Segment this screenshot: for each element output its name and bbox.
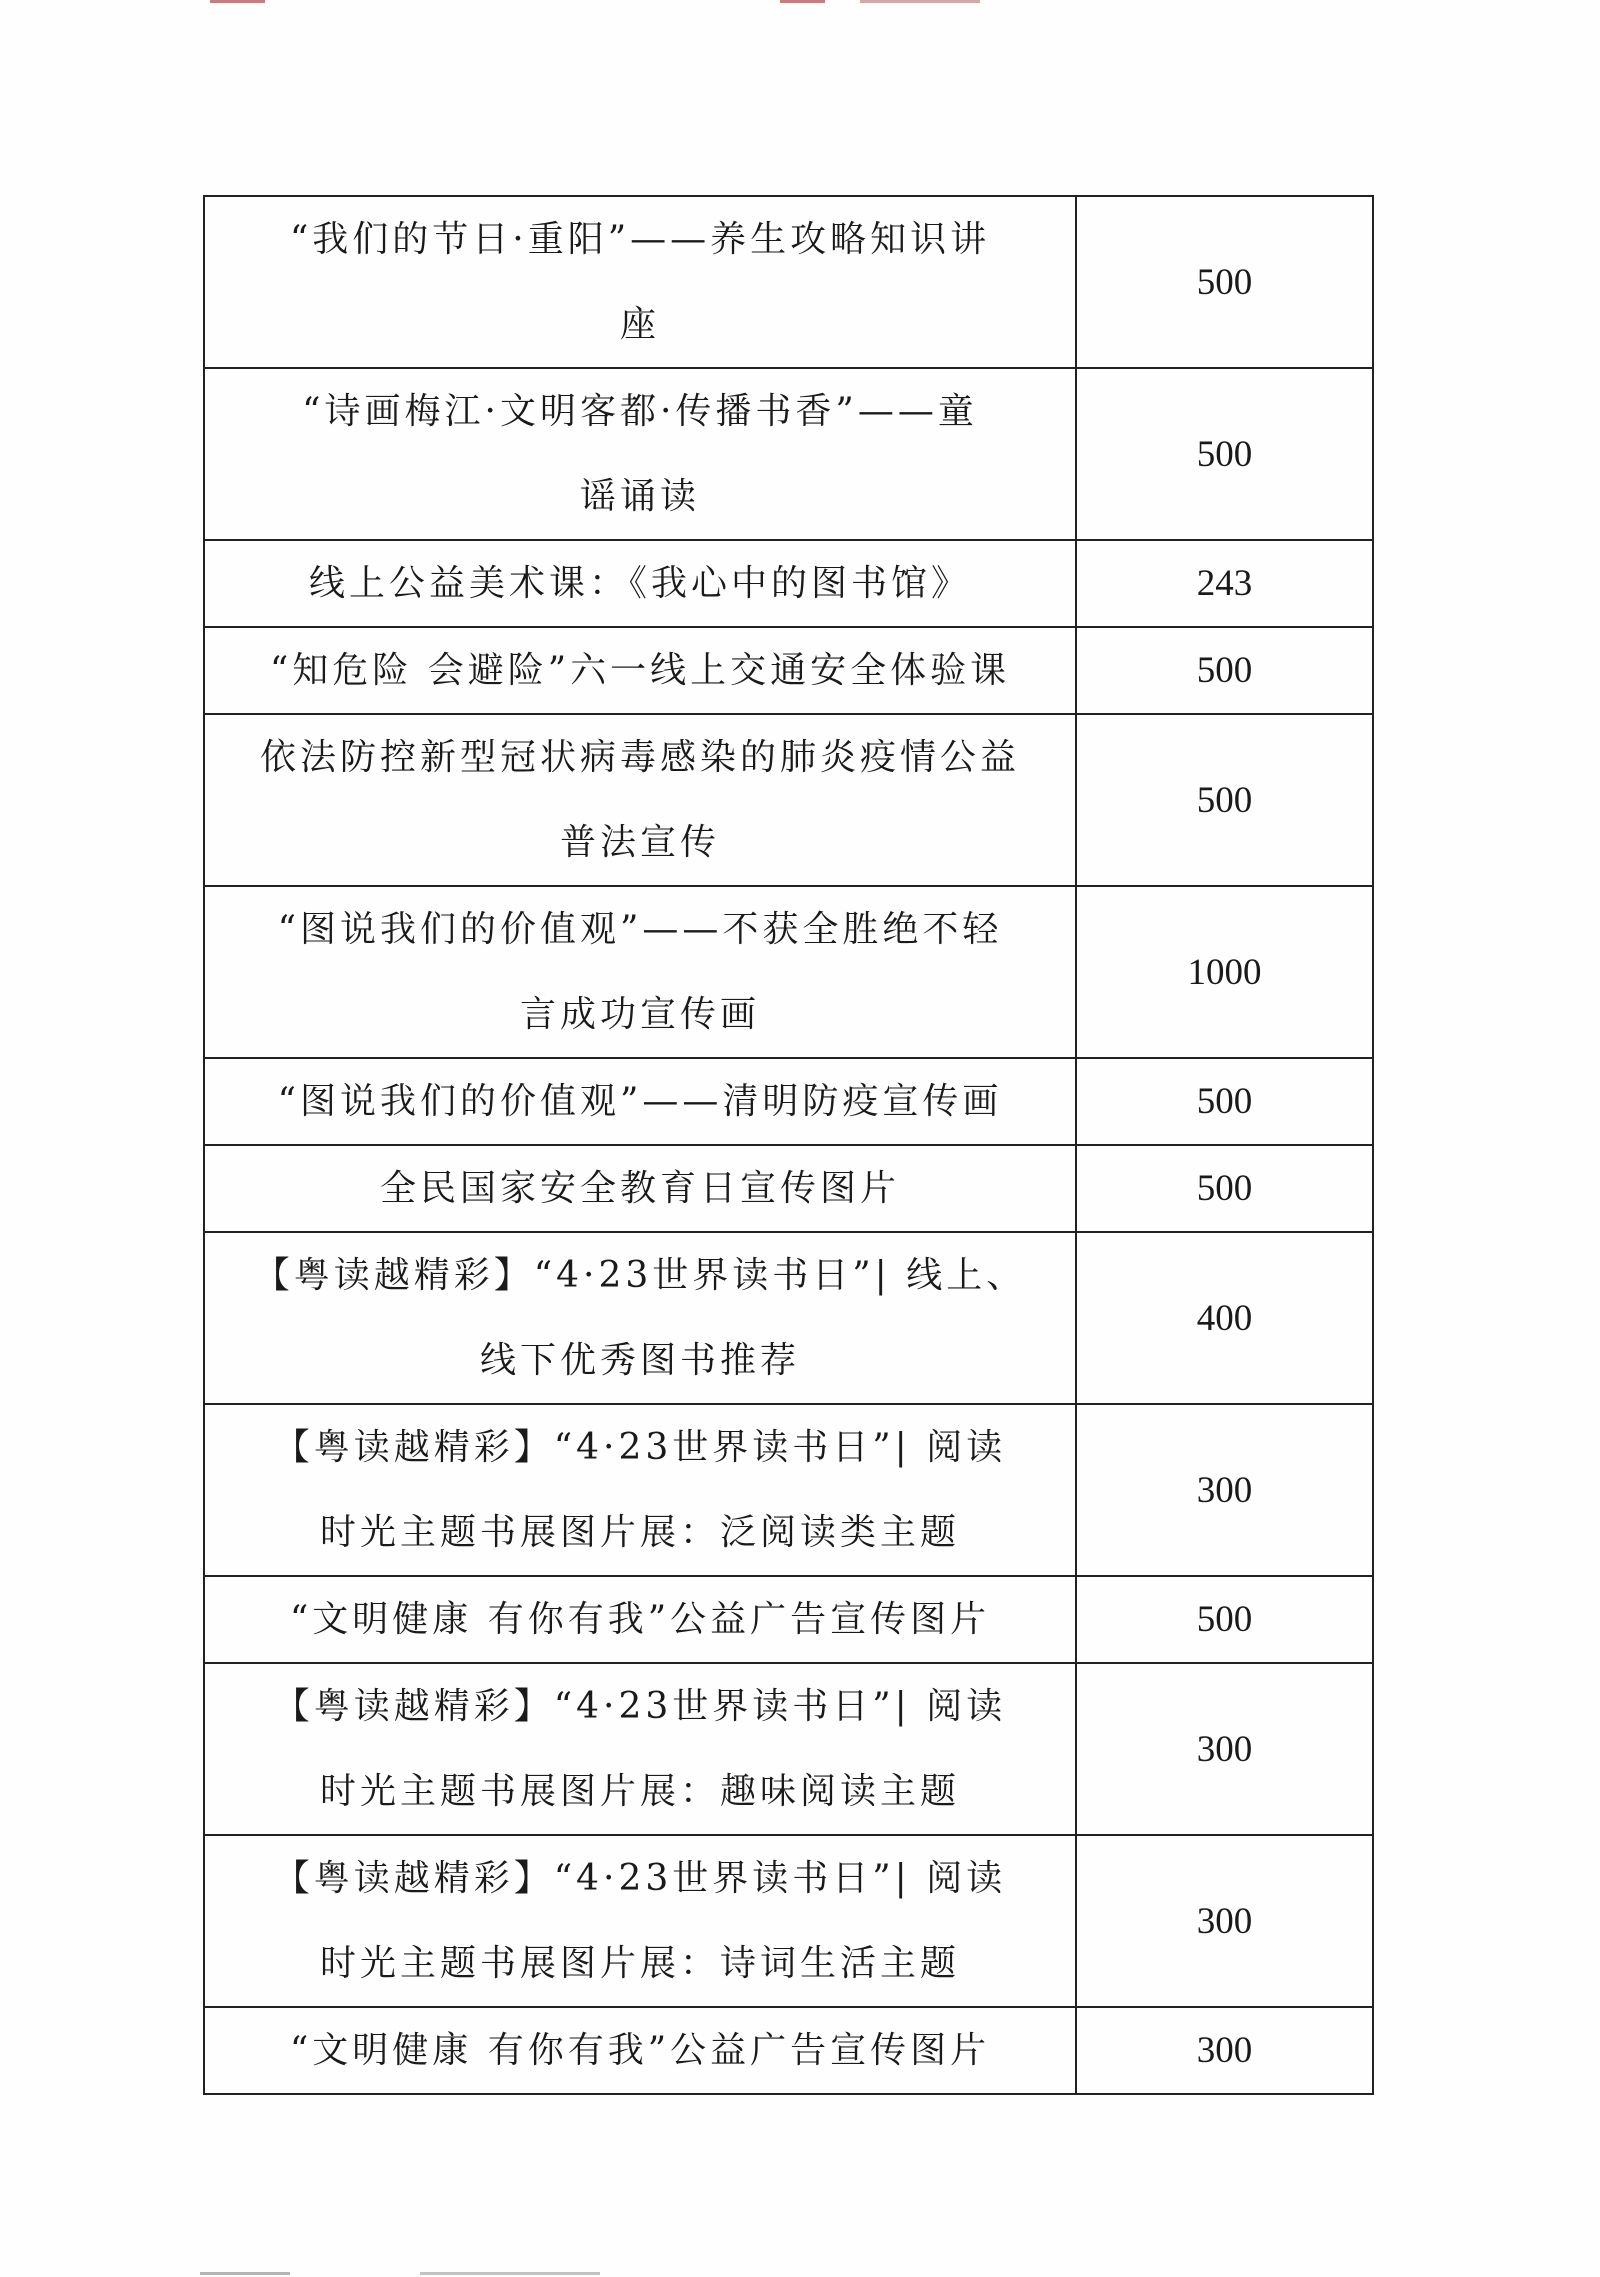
- activity-count-cell: 300: [1076, 1663, 1373, 1835]
- activity-name-line: 谣诵读: [579, 476, 700, 517]
- table-row: [204, 627, 1373, 714]
- activity-name-cell: [204, 540, 1076, 627]
- activities-table-body: [204, 196, 1373, 2094]
- activity-name-line: “我们的节日·重阳”——养生攻略知识讲: [289, 219, 991, 260]
- table-row: [204, 1232, 1373, 1404]
- activity-count-cell: 243: [1076, 540, 1373, 627]
- activity-name-cell: [204, 1663, 1076, 1835]
- activity-count-cell: 500: [1076, 196, 1373, 368]
- activity-name-line: 时光主题书展图片展：趣味阅读主题: [319, 1771, 960, 1812]
- table-row: [204, 368, 1373, 540]
- scan-edge-mark: [210, 0, 265, 3]
- activity-name-cell: [204, 1404, 1076, 1576]
- scan-edge-mark: [780, 0, 825, 3]
- activity-count-cell: 500: [1076, 627, 1373, 714]
- table-row: [204, 2007, 1373, 2094]
- activity-name-cell: [204, 714, 1076, 886]
- activity-name-cell: [204, 196, 1076, 368]
- activity-count-cell: 1000: [1076, 886, 1373, 1058]
- activity-name-line: “诗画梅江·文明客都·传播书香”——童: [302, 391, 978, 432]
- activity-name-line: 言成功宣传画: [519, 994, 760, 1035]
- table-row: [204, 714, 1373, 886]
- activity-name-line: 【粤读越精彩】“4·23世界读书日”| 线上、: [253, 1255, 1027, 1296]
- activity-name-line: “文明健康 有你有我”公益广告宣传图片: [289, 1599, 991, 1640]
- activity-name-line: 全民国家安全教育日宣传图片: [379, 1168, 900, 1209]
- activity-name-cell: [204, 2007, 1076, 2094]
- activities-table: [203, 195, 1374, 2095]
- activity-name-cell: [204, 1145, 1076, 1232]
- activity-count-cell: 500: [1076, 1058, 1373, 1145]
- activity-name-line: 依法防控新型冠状病毒感染的肺炎疫情公益: [259, 737, 1020, 778]
- activity-count-cell: 500: [1076, 368, 1373, 540]
- activity-name-line: 普法宣传: [559, 822, 720, 863]
- activity-name-cell: [204, 368, 1076, 540]
- activity-count-cell: 500: [1076, 1145, 1373, 1232]
- activity-name-line: 【粤读越精彩】“4·23世界读书日”| 阅读: [273, 1686, 1007, 1727]
- activity-name-line: “文明健康 有你有我”公益广告宣传图片: [289, 2030, 991, 2071]
- activity-name-cell: [204, 1058, 1076, 1145]
- activity-count-cell: 300: [1076, 2007, 1373, 2094]
- scan-edge-mark: [860, 0, 980, 3]
- activity-name-line: 时光主题书展图片展：泛阅读类主题: [319, 1512, 960, 1553]
- table-row: [204, 886, 1373, 1058]
- activity-count-cell: 300: [1076, 1835, 1373, 2007]
- activity-name-line: 线上公益美术课：《我心中的图书馆》: [308, 563, 971, 604]
- activity-count-cell: 400: [1076, 1232, 1373, 1404]
- table-row: [204, 1576, 1373, 1663]
- activity-name-line: 【粤读越精彩】“4·23世界读书日”| 阅读: [273, 1427, 1007, 1468]
- activity-name-cell: [204, 627, 1076, 714]
- table-row: [204, 1058, 1373, 1145]
- activity-count-cell: 500: [1076, 714, 1373, 886]
- activity-name-line: “知危险 会避险”六一线上交通安全体验课: [269, 650, 1011, 691]
- activity-name-line: 线下优秀图书推荐: [479, 1340, 800, 1381]
- table-row: [204, 540, 1373, 627]
- table-row: [204, 1663, 1373, 1835]
- activity-name-cell: [204, 1232, 1076, 1404]
- activity-name-line: 时光主题书展图片展：诗词生活主题: [319, 1943, 960, 1984]
- activity-name-line: “图说我们的价值观”——不获全胜绝不轻: [277, 909, 1003, 950]
- activity-name-line: “图说我们的价值观”——清明防疫宣传画: [277, 1081, 1003, 1122]
- table-row: [204, 1145, 1373, 1232]
- activity-name-line: 【粤读越精彩】“4·23世界读书日”| 阅读: [273, 1858, 1007, 1899]
- activity-name-line: 座: [619, 304, 660, 345]
- table-row: [204, 196, 1373, 368]
- activity-name-cell: [204, 886, 1076, 1058]
- table-row: [204, 1835, 1373, 2007]
- activity-name-cell: [204, 1835, 1076, 2007]
- activity-count-cell: 500: [1076, 1576, 1373, 1663]
- activity-count-cell: 300: [1076, 1404, 1373, 1576]
- activity-name-cell: [204, 1576, 1076, 1663]
- table-row: [204, 1404, 1373, 1576]
- scan-edge-mark: [420, 2272, 600, 2275]
- scan-edge-mark: [200, 2272, 290, 2275]
